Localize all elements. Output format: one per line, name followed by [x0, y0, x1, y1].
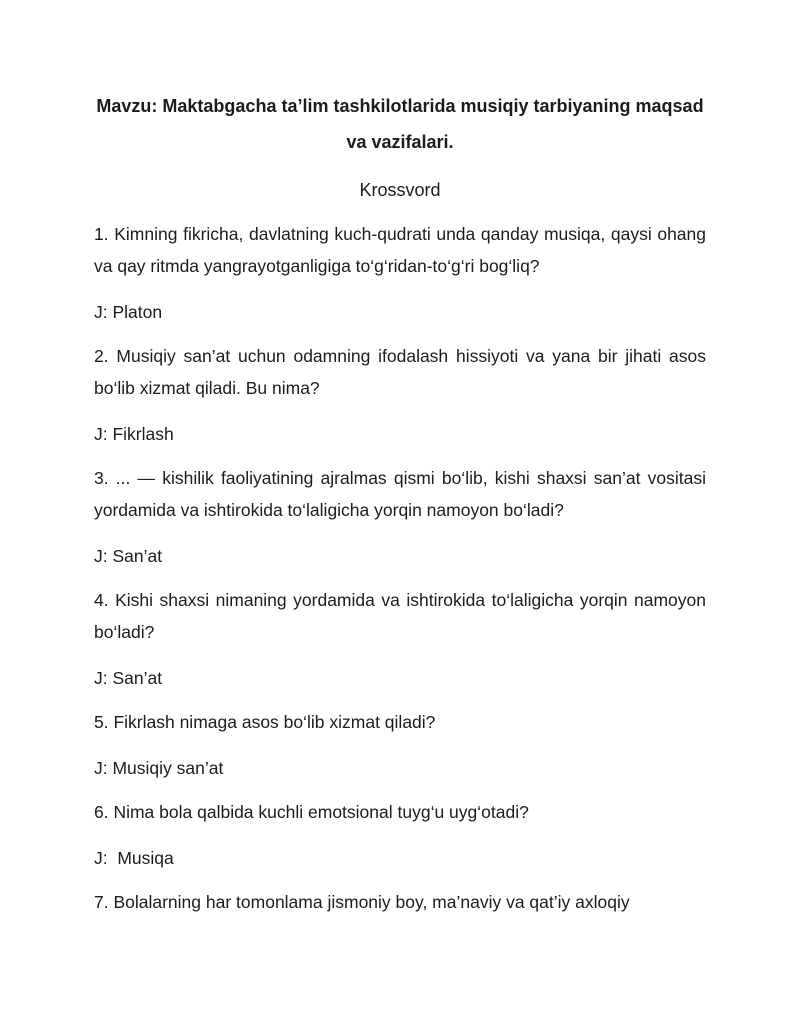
question-text: 4. Kishi shaxsi nimaning yordamida va ishtirokida to‘laligicha yorqin namoyon bo‘ladi? — [94, 590, 706, 642]
question-text: 1. Kimning fikricha, davlatning kuch-qudrati unda qanday musiqa, qaysi ohang va qay ritmda yangrayotganligiga to‘g‘ridan-to‘g‘ri bog‘liq? — [94, 224, 706, 276]
question-item-4 — [94, 584, 706, 694]
answer-text: J: San’at — [94, 546, 163, 566]
document-subtitle: Krossvord — [359, 180, 441, 200]
answer-text: J: Fikrlash — [94, 424, 174, 444]
question-text: 5. Fikrlash nimaga asos bo‘lib xizmat qiladi? — [94, 712, 436, 732]
question-item-2 — [94, 340, 706, 450]
answer-text: J: San’at — [94, 668, 163, 688]
question-item-3 — [94, 462, 706, 572]
question-item-1 — [94, 218, 706, 328]
document-title: Mavzu: Maktabgacha ta’lim tashkilotlarida musiqiy tarbiyaning maqsad va vazifalari. — [96, 96, 704, 152]
question-item-7 — [94, 886, 706, 918]
answer-text: J: Musiqa — [94, 848, 174, 868]
question-item-6 — [94, 796, 706, 874]
question-text: 3. ... — kishilik faoliyatining ajralmas qismi bo‘lib, kishi shaxsi san’at vositasi yordamida va ishtirokida to‘laligicha yorqin namoyon bo‘ladi? — [94, 468, 706, 520]
document-page — [94, 88, 706, 918]
answer-text: J: Platon — [94, 302, 163, 322]
question-text: 7. Bolalarning har tomonlama jismoniy boy, ma’naviy va qat’iy axloqiy — [94, 892, 630, 912]
answer-text: J: Musiqiy san’at — [94, 758, 224, 778]
question-text: 6. Nima bola qalbida kuchli emotsional tuyg‘u uyg‘otadi? — [94, 802, 529, 822]
question-text: 2. Musiqiy san’at uchun odamning ifodalash hissiyoti va yana bir jihati asos bo‘lib xizmat qiladi. Bu nima? — [94, 346, 706, 398]
question-item-5 — [94, 706, 706, 784]
